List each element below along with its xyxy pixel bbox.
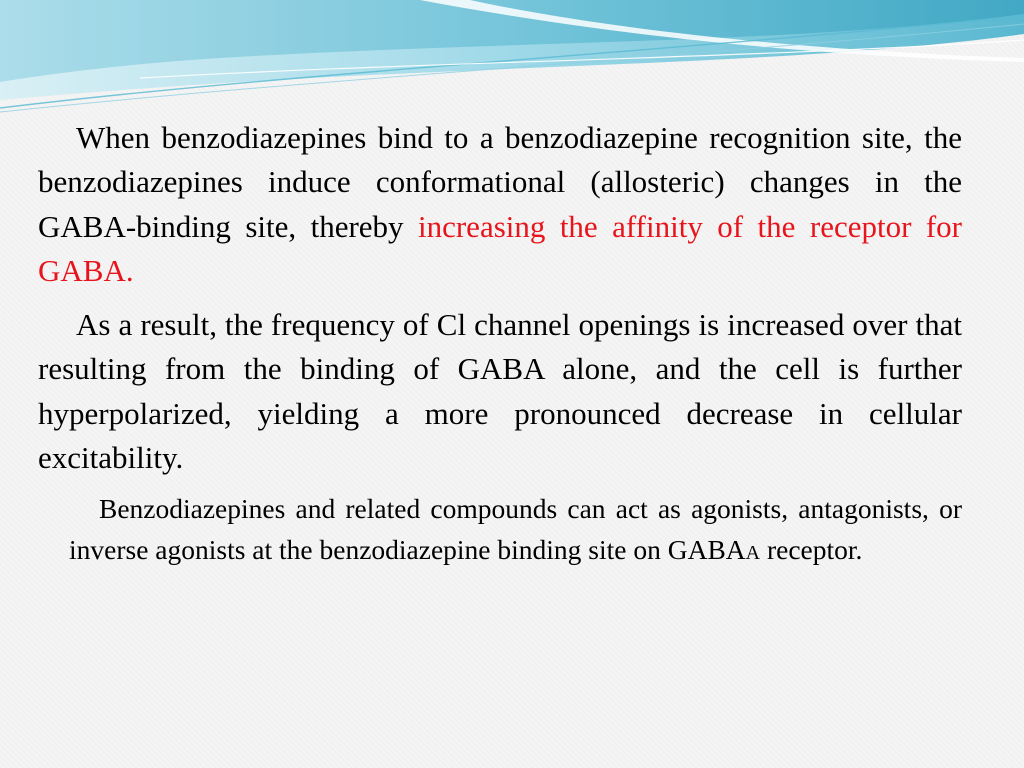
- paragraph-agonists: [69, 488, 962, 574]
- paragraph-1-text: When benzodiazepines bind to a benzodiazepine recognition site, the benzodiazepines induce conformational (allosteric) changes in the GABA-binding site, thereby: [38, 120, 962, 244]
- paragraph-2-text: As a result, the frequency of Cl channel openings is increased over that resulting from the binding of GABA alone, and the cell is further hyperpolarized, yielding a more pronounced decrease in cellular excitability.: [38, 307, 962, 476]
- slide-content: [38, 116, 962, 574]
- paragraph-3-suffix: receptor.: [760, 534, 863, 566]
- paragraph-channel-openings: [38, 303, 962, 480]
- paragraph-3-text: Benzodiazepines and related compounds can act as agonists, antagonists, or inverse agonists at the benzodiazepine binding site on GABA: [69, 493, 962, 566]
- paragraph-3-subscript: A: [745, 542, 761, 565]
- header-wave-decoration: [0, 0, 1024, 120]
- paragraph-benzodiazepine-binding: [38, 116, 962, 293]
- paragraph-1-highlight: increasing the affinity of the receptor for GABA.: [38, 208, 962, 288]
